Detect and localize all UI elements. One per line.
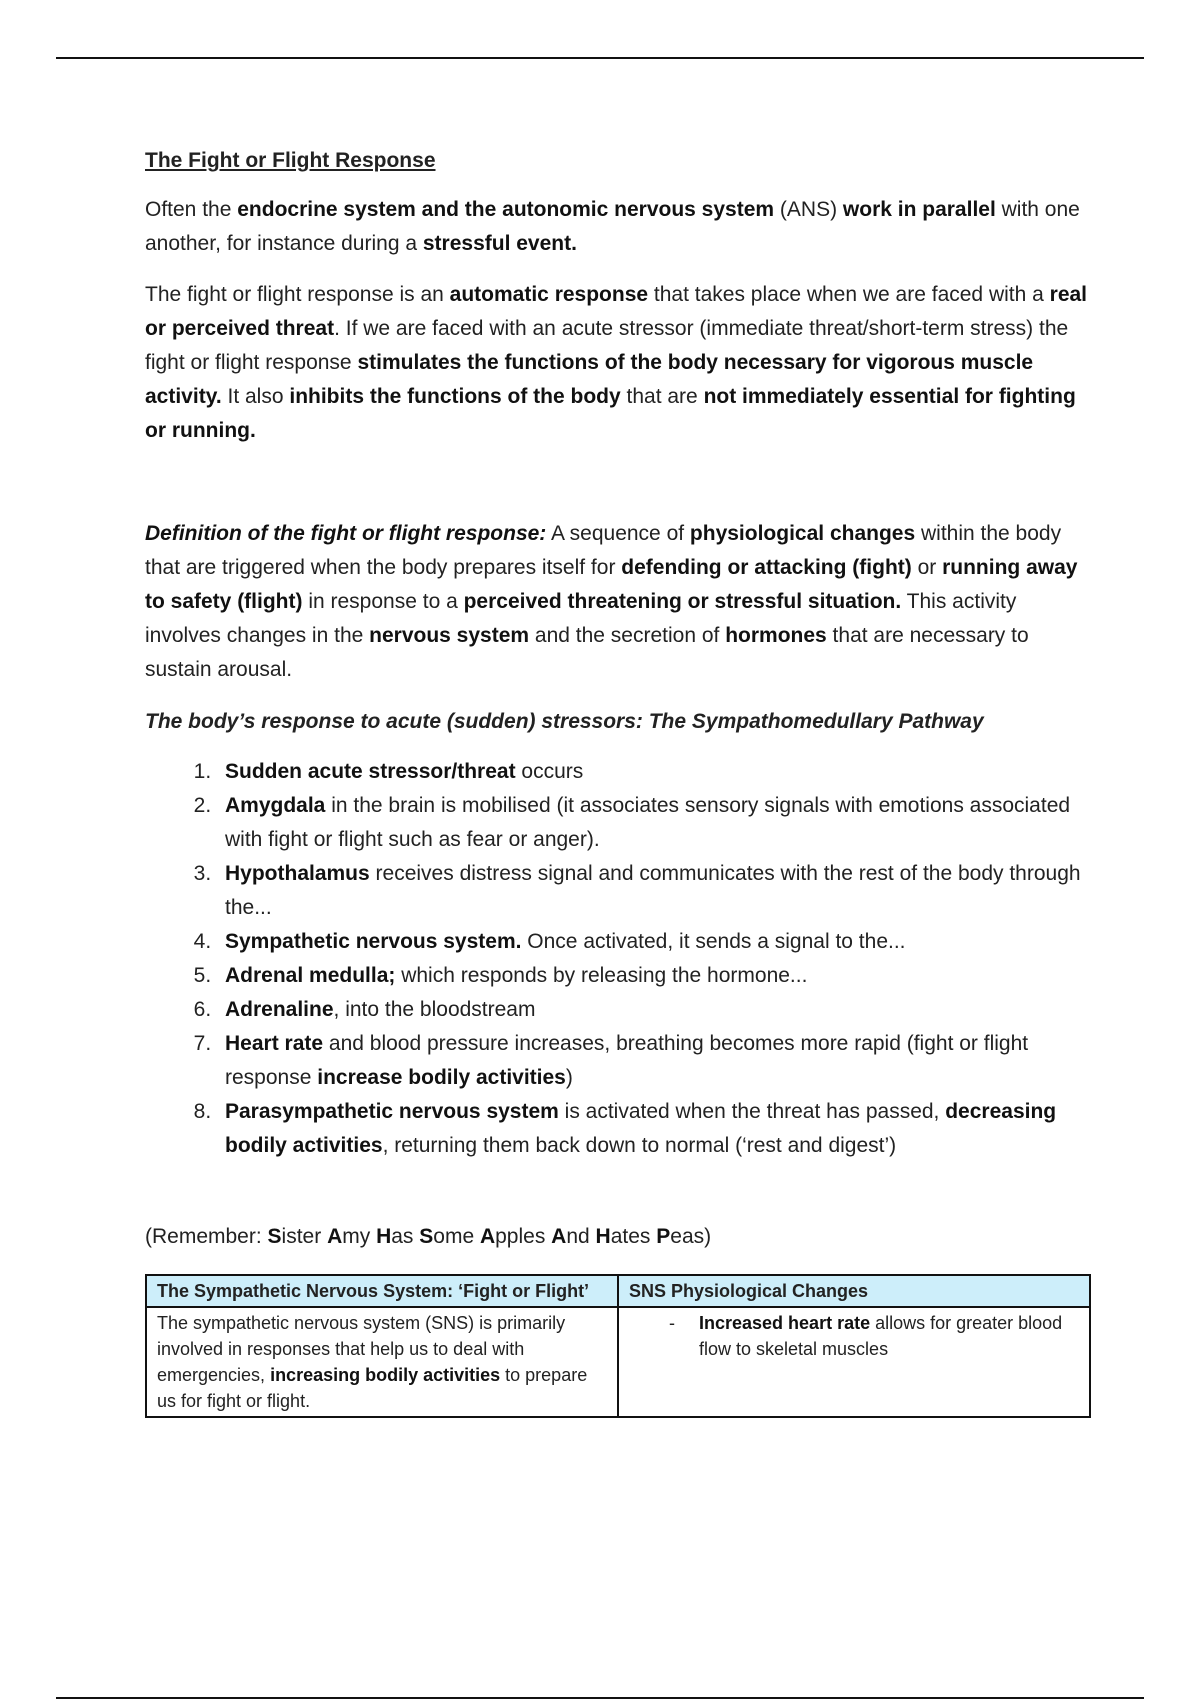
pathway-step — [217, 925, 1095, 959]
bold-text: real or perceived threat — [145, 283, 1088, 340]
text: ister — [281, 1225, 328, 1248]
change-item — [699, 1310, 1079, 1362]
fight-flight-paragraph — [145, 278, 1095, 448]
table-header-sns: The Sympathetic Nervous System: ‘Fight or Flight’ — [146, 1275, 618, 1307]
bold-text: stressful event. — [422, 232, 577, 255]
bold-text: stimulates the functions of the body necessary for vigorous muscle activity. — [145, 351, 1034, 408]
text: , into the bloodstream — [333, 998, 536, 1021]
text: This activity involves changes in the — [145, 590, 1017, 647]
pathway-step — [217, 755, 1095, 789]
bold-text: Adrenaline — [225, 998, 334, 1021]
text: , returning them back down to normal (‘rest and digest’) — [382, 1134, 897, 1157]
bold-text: increase bodily activities — [317, 1066, 566, 1089]
text: which responds by releasing the hormone... — [395, 964, 808, 987]
text: that are necessary to sustain arousal. — [145, 624, 1029, 681]
text: Once activated, it sends a signal to the... — [521, 930, 906, 953]
bold-text: Parasympathetic nervous system — [225, 1100, 559, 1123]
bold-text: Adrenal medulla; — [225, 964, 396, 987]
text: (ANS) — [774, 198, 843, 221]
bold-text: not immediately essential for fighting or running. — [145, 385, 1076, 442]
pathway-step — [217, 993, 1095, 1027]
bold-text: Amygdala — [225, 794, 326, 817]
definition-paragraph — [145, 517, 1095, 687]
bold-text: S — [267, 1225, 282, 1248]
pathway-step — [217, 1027, 1095, 1095]
text: with one another, for instance during a — [145, 198, 1080, 255]
text: and blood pressure increases, breathing becomes more rapid (fight or flight response — [225, 1032, 1029, 1089]
pathway-step — [217, 959, 1095, 993]
text: ates — [610, 1225, 657, 1248]
header-rule — [56, 57, 1144, 59]
pathway-step — [217, 789, 1095, 857]
pathway-step — [217, 857, 1095, 925]
bold-text: S — [419, 1225, 434, 1248]
text: in the brain is mobilised (it associates sensory signals with emotions associated with fight or flight such as fear or anger). — [225, 794, 1071, 851]
sns-table — [145, 1274, 1091, 1418]
bold-text: inhibits the functions of the body — [289, 385, 621, 408]
table-cell-changes — [618, 1307, 1090, 1417]
bold-text: work in parallel — [842, 198, 996, 221]
bold-text: perceived threatening or stressful situation. — [463, 590, 902, 613]
text: is activated when the threat has passed, — [558, 1100, 946, 1123]
table-header-row — [146, 1275, 1090, 1307]
text: that takes place when we are faced with a — [648, 283, 1050, 306]
table-cell-sns-description — [146, 1307, 618, 1417]
text: The sympathetic nervous system (SNS) is primarily involved in responses that help us to deal with emergencies, — [157, 1313, 566, 1385]
text: pples — [495, 1225, 552, 1248]
bold-text: nervous system — [369, 624, 530, 647]
text: ) — [565, 1066, 573, 1089]
text: ome — [433, 1225, 480, 1248]
text: allows for greater blood flow to skeletal muscles — [699, 1313, 1063, 1359]
bold-text: A — [551, 1225, 567, 1248]
bold-text: A — [479, 1225, 496, 1248]
text: within the body that are triggered when the body prepares itself for — [145, 522, 1062, 579]
text: that are — [620, 385, 704, 408]
footer-rule — [56, 1697, 1144, 1699]
text: A sequence of — [546, 522, 690, 545]
bold-text: Heart rate — [225, 1032, 324, 1055]
bold-text: Hypothalamus — [225, 862, 370, 885]
bold-text: Sympathetic nervous system. — [225, 930, 522, 953]
bold-text: hormones — [725, 624, 827, 647]
bold-text: Definition of the fight or flight response: — [145, 522, 547, 545]
text: and the secretion of — [529, 624, 726, 647]
text: nd — [566, 1225, 596, 1248]
pathway-heading: The body’s response to acute (sudden) stressors: The Sympathomedullary Pathway — [145, 710, 984, 733]
text: The fight or flight response is an — [145, 283, 450, 306]
bold-text: running away to safety (flight) — [145, 556, 1078, 613]
bold-text: H — [595, 1225, 611, 1248]
text: occurs — [515, 760, 584, 783]
text: or — [911, 556, 943, 579]
bold-text: defending or attacking (fight) — [621, 556, 912, 579]
text: my — [342, 1225, 377, 1248]
intro-paragraph — [145, 193, 1095, 261]
bold-text: H — [376, 1225, 392, 1248]
text: to prepare us for fight or flight. — [157, 1365, 588, 1411]
bold-text: endocrine system and the autonomic nervous system — [237, 198, 775, 221]
bold-text: A — [327, 1225, 343, 1248]
bold-text: increasing bodily activities — [270, 1365, 501, 1385]
mnemonic — [145, 1220, 1095, 1254]
pathway-step — [217, 1095, 1095, 1163]
text: Often the — [145, 198, 238, 221]
table-row — [146, 1307, 1090, 1417]
bold-text: automatic response — [449, 283, 649, 306]
pathway-steps — [145, 755, 1095, 1163]
bold-text: decreasing bodily activities — [225, 1100, 1057, 1157]
bold-text: physiological changes — [689, 522, 916, 545]
text: eas) — [670, 1225, 712, 1248]
text: in response to a — [302, 590, 464, 613]
text: receives distress signal and communicates with the rest of the body through the... — [225, 862, 1081, 919]
page-title: The Fight or Flight Response — [145, 149, 436, 172]
text: . If we are faced with an acute stressor (immediate threat/short-term stress) the fight or flight response — [145, 317, 1069, 374]
text: (Remember: — [145, 1225, 268, 1248]
table-header-changes: SNS Physiological Changes — [618, 1275, 1090, 1307]
steps-list — [145, 755, 1095, 1163]
bold-text: Increased heart rate — [699, 1313, 871, 1333]
bold-text: Sudden acute stressor/threat — [225, 760, 516, 783]
bold-text: P — [656, 1225, 671, 1248]
text: as — [391, 1225, 420, 1248]
text: It also — [221, 385, 290, 408]
